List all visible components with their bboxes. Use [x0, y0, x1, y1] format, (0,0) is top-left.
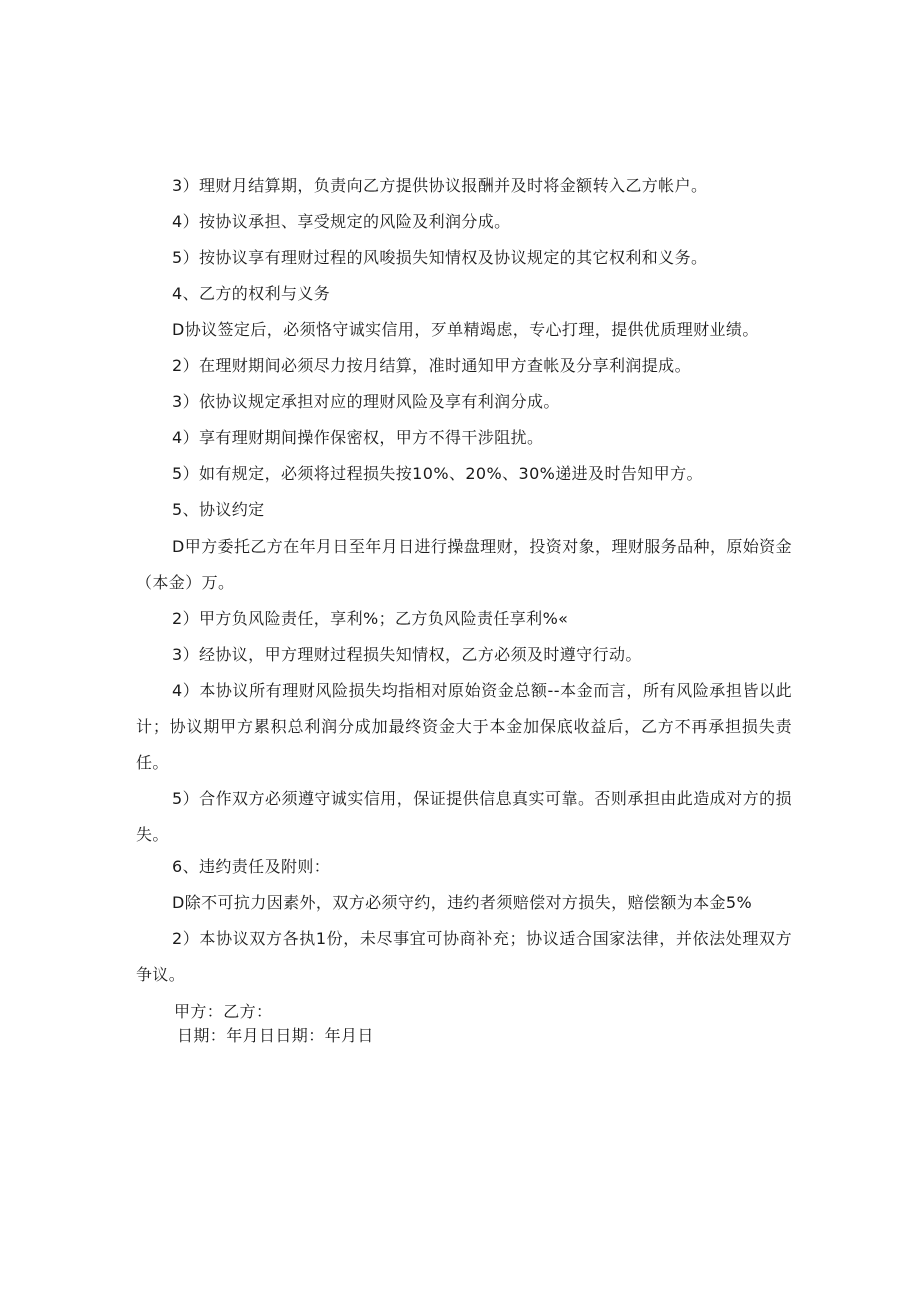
clause-c5-honesty: 5）合作双方必须遵守诚实信用，保证提供信息真实可靠。否则承担由此造成对方的损失。 — [136, 789, 792, 844]
clause-d1-compensation: D除不可抗力因素外，双方必须守约，违约者须赔偿对方损失，赔偿额为本金5% — [172, 893, 753, 912]
clause-c4-risk-basis: 4）本协议所有理财风险损失均指相对原始资金总额--本金而言，所有风险承担皆以此计；协议期甲方累积总利润分成加最终资金大于本金加保底收益后，乙方不再承担损失责任。 — [136, 681, 792, 772]
section-heading-breach-liability: 6、违约责任及附则： — [172, 857, 331, 876]
clause-5-loss-notification: 5）按协议享有理财过程的风唆损失知情权及协议规定的其它权利和义务。 — [172, 248, 708, 267]
clause-c1-entrustment: D甲方委托乙方在年月日至年月日进行操盘理财，投资对象，理财服务品种，原始资金（本金）万。 — [136, 537, 792, 592]
clause-c3-loss-awareness: 3）经协议，甲方理财过程损失知情权，乙方必须及时遵守行动。 — [172, 645, 642, 664]
clause-4-risk-profit: 4）按协议承担、享受规定的风险及利润分成。 — [172, 212, 511, 231]
section-heading-agreement-terms: 5、协议约定 — [172, 500, 265, 519]
clause-b3-risk-sharing: 3）依协议规定承担对应的理财风险及享有利润分成。 — [172, 392, 560, 411]
clause-b5-loss-reporting: 5）如有规定，必须将过程损失按10%、20%、30%递进及时告知甲方。 — [172, 464, 703, 483]
clause-c2-risk-responsibility: 2）甲方负风险责任，享利%；乙方负风险责任享利%« — [172, 609, 569, 628]
clause-b4-confidentiality: 4）享有理财期间操作保密权，甲方不得干涉阻扰。 — [172, 428, 544, 447]
clause-d2-copies-law: 2）本协议双方各执1份，未尽事宜可协商补充；协议适合国家法律，并依法处理双方争议。 — [136, 929, 792, 984]
signature-parties-line: 甲方：乙方： — [174, 1002, 273, 1021]
signature-date-line: 日期：年月日日期：年月日 — [177, 1026, 374, 1045]
clause-b2-monthly-settlement: 2）在理财期间必须尽力按月结算，准时通知甲方查帐及分享利润提成。 — [172, 356, 691, 375]
clause-3-monthly-settlement: 3）理财月结算期，负责向乙方提供协议报酬并及时将金额转入乙方帐户。 — [172, 176, 708, 195]
clause-b1-good-faith: D协议签定后，必须恪守诚实信用，歹单精竭虑，专心打理，提供优质理财业绩。 — [172, 320, 759, 339]
section-heading-party-b-rights: 4、乙方的权利与义务 — [172, 284, 331, 303]
